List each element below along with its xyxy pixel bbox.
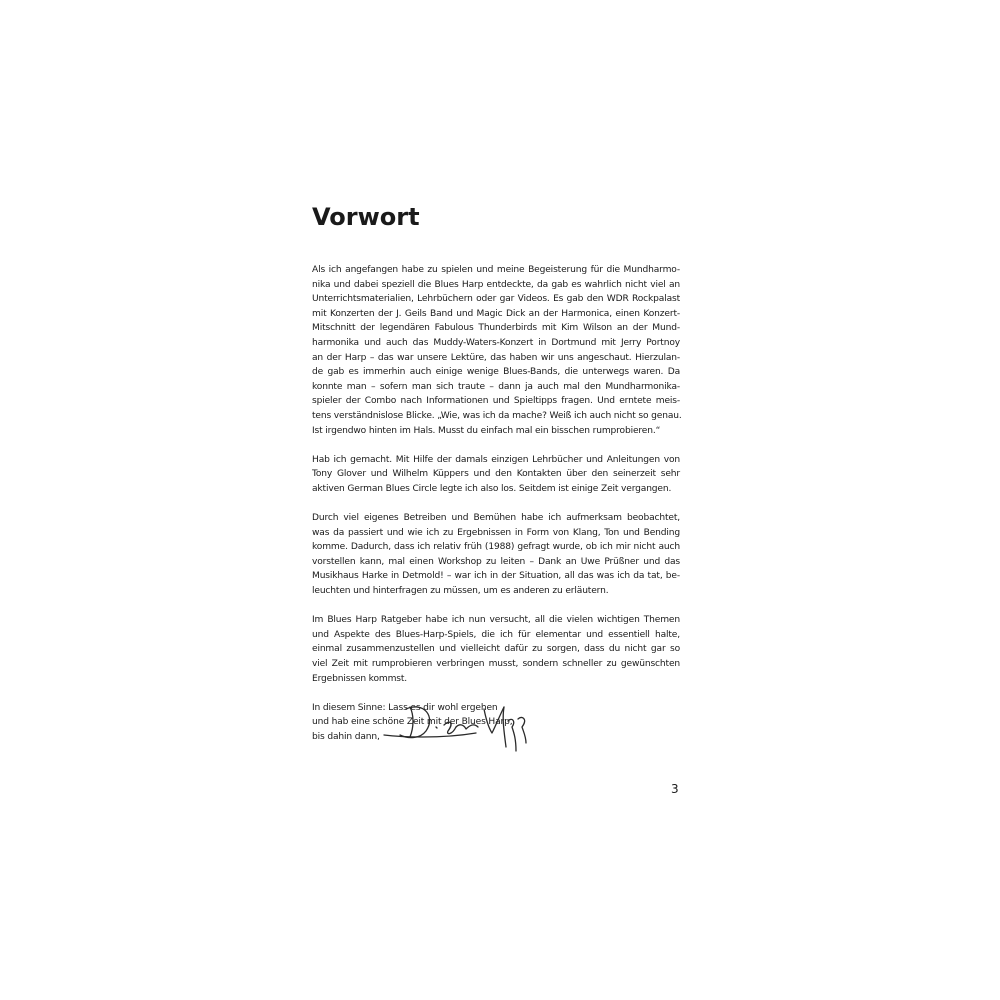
page-number: 3 [671,782,679,796]
text-line: Musikhaus Harke in Detmold! – war ich in der Situation, all das was ich da tat, be- [312,571,680,582]
text-line: Hab ich gemacht. Mit Hilfe der damals einzigen Lehrbücher und Anleitungen von [312,454,680,465]
text-line: konnte man – sofern man sich traute – dann ja auch mal den Mundharmonika- [312,381,680,392]
text-line: an der Harp – das war unsere Lektüre, das haben wir uns angeschaut. Hierzulan- [312,352,680,363]
page-title: Vorwort [312,203,420,231]
paragraph-3 [312,511,680,599]
text-line: harmonika und auch das Muddy-Waters-Konzert in Dortmund mit Jerry Portnoy [312,337,680,348]
text-line: vorstellen kann, mal einen Workshop zu leiten – Dank an Uwe Prüßner und das [312,556,680,567]
text-line: einmal zusammenzustellen und vielleicht dafür zu sorgen, dass du nicht gar so [312,644,680,655]
text-line: leuchten und hinterfragen zu müssen, um es anderen zu erläutern. [312,586,609,597]
text-line: tens verständnislose Blicke. „Wie, was ich da mache? Weiß ich auch nicht so genau. [312,410,682,421]
text-line: Ist irgendwo hinten im Hals. Musst du einfach mal ein bisschen rumprobieren.“ [312,425,661,436]
text-line: viel Zeit mit rumprobieren verbringen musst, sondern schneller zu gewünschten [312,659,680,670]
text-line: spieler der Combo nach Informationen und Spieltipps fragen. Und erntete meis- [312,396,680,407]
handwritten-signature [380,693,540,755]
text-line: Tony Glover und Wilhelm Küppers und den Kontakten über den seinerzeit sehr [312,469,680,480]
paragraph-1 [312,263,680,438]
text-line: mit Konzerten der J. Geils Band und Magic Dick an der Harmonica, einen Konzert- [312,308,680,319]
foreword-body [312,263,680,745]
text-line: was da passiert und wie ich zu Ergebnissen in Form von Klang, Ton und Bending [312,527,680,538]
text-line: Durch viel eigenes Betreiben und Bemühen habe ich aufmerksam beobachtet, [312,513,680,524]
text-line: de gab es immerhin auch einige wenige Blues-Bands, die unterwegs waren. Da [312,367,680,378]
text-line: Im Blues Harp Ratgeber habe ich nun versucht, all die vielen wichtigen Themen [312,615,680,626]
text-line: und Aspekte des Blues-Harp-Spiels, die ich für elementar und essentiell halte, [312,629,680,640]
text-line: komme. Dadurch, dass ich relativ früh (1988) gefragt wurde, ob ich mir nicht auch [312,542,680,553]
paragraph-4 [312,613,680,686]
text-line: nika und dabei speziell die Blues Harp entdeckte, da gab es wahrlich nicht viel an [312,279,680,290]
text-line: und hab eine schöne Zeit mit der Blues Harp, [312,717,513,728]
text-line: Ergebnissen kommst. [312,673,408,684]
text-line: bis dahin dann, [312,732,380,742]
text-line: Unterrichtsmaterialien, Lehrbüchern oder gar Videos. Es gab den WDR Rockpalast [312,294,680,305]
paragraph-2 [312,453,680,497]
text-line: Als ich angefangen habe zu spielen und meine Begeisterung für die Mundharmo- [312,265,680,275]
text-line: aktiven German Blues Circle legte ich also los. Seitdem ist einige Zeit vergangen. [312,483,672,494]
text-line: In diesem Sinne: Lass es dir wohl ergehen [312,702,498,713]
text-line: Mitschnitt der legendären Fabulous Thunderbirds mit Kim Wilson an der Mund- [312,323,680,334]
